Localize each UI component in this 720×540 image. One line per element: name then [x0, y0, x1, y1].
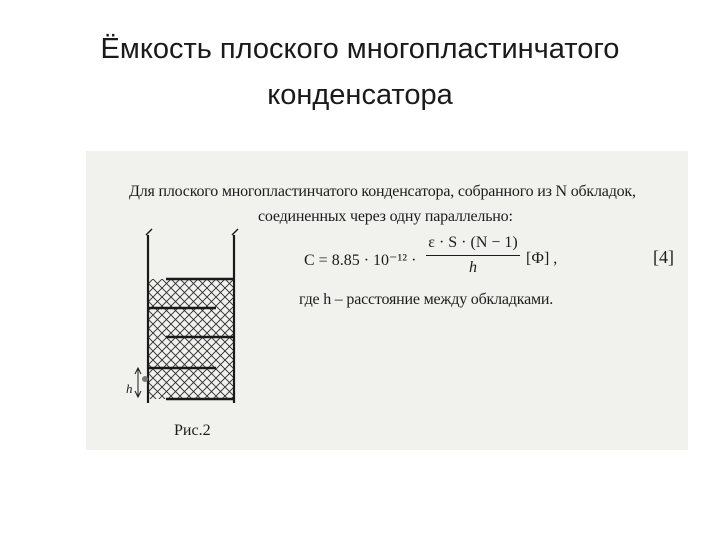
- definition-text: где h – расстояние между обкладками.: [299, 291, 554, 308]
- left-terminal-tick: [146, 229, 152, 235]
- formula-lhs: C = 8.85 · 10⁻¹² ·: [304, 252, 417, 269]
- slide-title: Ёмкость плоского многопластинчатого конденсатора: [100, 33, 620, 111]
- formula-fraction: [426, 233, 520, 278]
- formula-denominator: h: [469, 259, 477, 276]
- right-terminal-tick: [232, 229, 238, 235]
- formula-numerator: ε · S · (N − 1): [428, 234, 518, 251]
- intro-text-line-1: Для плоского многопластинчатого конденсатора, собранного из N обкладок,: [129, 183, 636, 200]
- capacitor-plates-drawing: [126, 225, 246, 425]
- dielectric-hatching: [148, 279, 234, 399]
- scanned-excerpt: [86, 151, 688, 450]
- scan-blot: [142, 376, 148, 382]
- intro-text-line-2: соединенных через одну параллельно:: [258, 208, 513, 225]
- fraction-bar: [426, 255, 520, 256]
- reference-number: [4]: [653, 247, 674, 267]
- figure-caption: Рис.2: [174, 422, 211, 439]
- formula-unit: [Ф] ,: [526, 250, 558, 267]
- h-label: h: [126, 381, 133, 396]
